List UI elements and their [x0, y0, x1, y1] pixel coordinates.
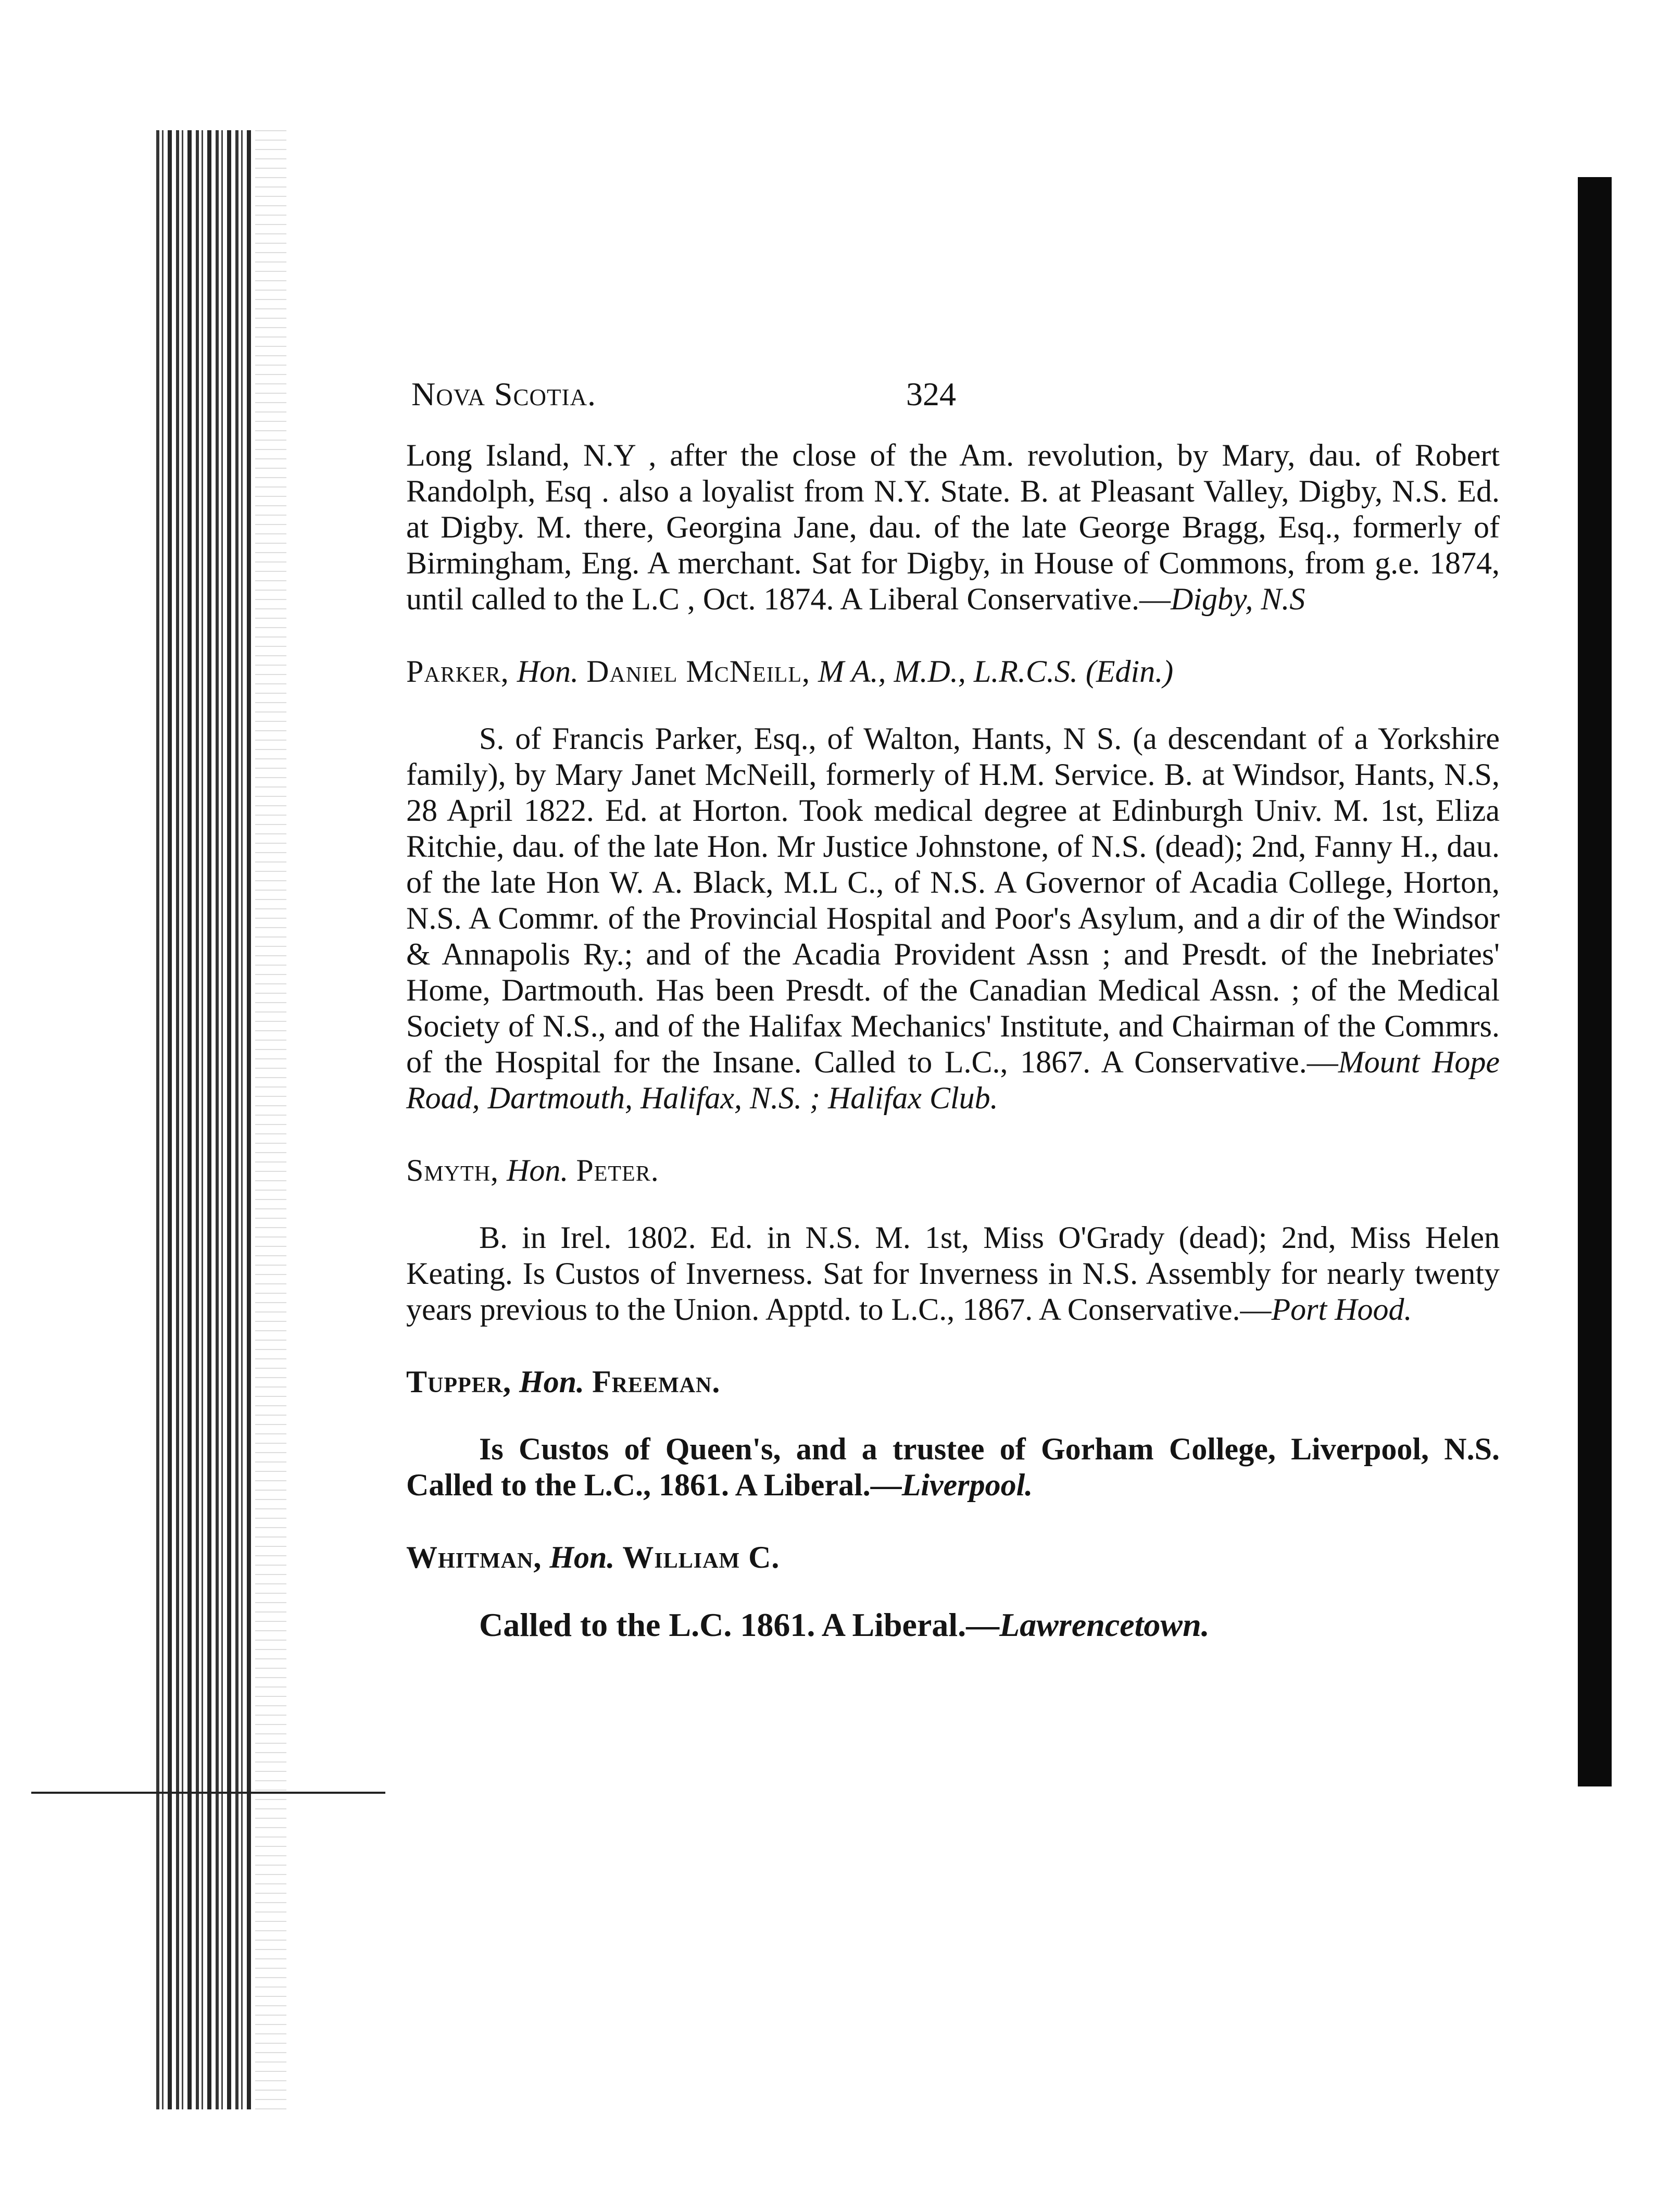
entry-address: Lawrencetown.: [999, 1606, 1210, 1643]
entry-heading: [406, 1364, 1500, 1400]
entry-honorific: Hon.: [507, 1153, 569, 1188]
entry-whitman: [406, 1540, 1500, 1643]
entry-body: [406, 1220, 1500, 1328]
entry-honorific: Hon.: [519, 1365, 585, 1399]
entry-body: [406, 1607, 1500, 1643]
entry-body-text: S. of Francis Parker, Esq., of Walton, Hants, N S. (a descendant of a Yorkshire family), by Mary Janet McNeill, formerly of H.M. Service. B. at Windsor, Hants, N.S, 28 April 1822. Ed. at Horton. Took medical degree at Edinburgh Univ. M. 1st, Eliza Ritchie, dau. of the late Hon. Mr Justice Johnstone, of N.S. (dead); 2nd, Fanny H., dau. of the late Hon W. A. Black, M.L C., of N.S. A Governor of Acadia College, Horton, N.S. A Commr. of the Provincial Hospital and Poor's Asylum, and a dir of the Windsor & Annapolis Ry.; and of the Acadia Provident Assn ; and Presdt. of the Inebriates' Home, Dartmouth. Has been Presdt. of the Canadian Medical Assn. ; of the Medical Society of N.S., and of the Halifax Mechanics' Institute, and Chairman of the Commrs. of the Hospital for the Insane. Called to L.C., 1867. A Conservative.—: [406, 721, 1500, 1079]
entry-address: Port Hood.: [1271, 1292, 1412, 1327]
scan-binding-shadow: [255, 130, 286, 2109]
entry-given-name: Freeman.: [592, 1365, 721, 1399]
entry-surname: Tupper,: [406, 1365, 512, 1399]
entry-address: Liverpool.: [901, 1468, 1033, 1502]
entry-body: [406, 1431, 1500, 1503]
entry-body: [406, 721, 1500, 1116]
page-number: 324: [906, 376, 956, 413]
continued-entry-address: Digby, N.S: [1171, 582, 1305, 616]
entry-honorific: Hon.: [549, 1540, 615, 1574]
entry-body-text: Called to the L.C. 1861. A Liberal.—: [479, 1606, 1000, 1643]
running-head-title: Nova Scotia.: [411, 376, 596, 413]
entry-surname: Parker,: [406, 654, 509, 689]
entry-heading: [406, 1540, 1500, 1576]
scan-edge-bar: [1578, 177, 1612, 1786]
running-head: [406, 375, 1500, 432]
continued-entry-text: Long Island, N.Y , after the close of the Am. revolution, by Mary, dau. of Robert Randolph, Esq . also a loyalist from N.Y. State. B. at Pleasant Valley, Digby, N.S. Ed. at Digby. M. there, Georgina Jane, dau. of the late George Bragg, Esq., formerly of Birmingham, Eng. A merchant. Sat for Digby, in House of Commons, from g.e. 1874, until called to the L.C , Oct. 1874. A Liberal Conservative.—: [406, 438, 1500, 616]
entry-given-name: William C.: [622, 1540, 780, 1574]
entry-body-text: B. in Irel. 1802. Ed. in N.S. M. 1st, Miss O'Grady (dead); 2nd, Miss Helen Keating. Is Custos of Inverness. Sat for Inverness in N.S. Assembly for nearly twenty years previous to the Union. Apptd. to L.C., 1867. A Conservative.—: [406, 1220, 1500, 1327]
entry-degrees: M A., M.D., L.R.C.S. (Edin.): [818, 654, 1174, 689]
entry-address: Mount Hope Road, Dartmouth, Halifax, N.S. ; Halifax Club.: [406, 1045, 1500, 1115]
continued-entry: [406, 438, 1500, 617]
entry-given-name: Daniel McNeill,: [586, 654, 810, 689]
entry-surname: Smyth,: [406, 1153, 499, 1188]
entry-heading: [406, 654, 1500, 690]
scan-binding-strip: [156, 130, 255, 2109]
entry-given-name: Peter.: [576, 1153, 659, 1188]
entry-tupper: [406, 1364, 1500, 1503]
entry-surname: Whitman,: [406, 1540, 542, 1574]
entry-heading: [406, 1153, 1500, 1189]
entry-parker: [406, 654, 1500, 1116]
entry-smyth: [406, 1153, 1500, 1328]
book-page: [406, 375, 1500, 1643]
margin-rule: [31, 1792, 385, 1794]
entry-honorific: Hon.: [517, 654, 579, 689]
entry-body-text: Is Custos of Queen's, and a trustee of Gorham College, Liverpool, N.S. Called to the L.C., 1861. A Liberal.—: [406, 1432, 1500, 1502]
